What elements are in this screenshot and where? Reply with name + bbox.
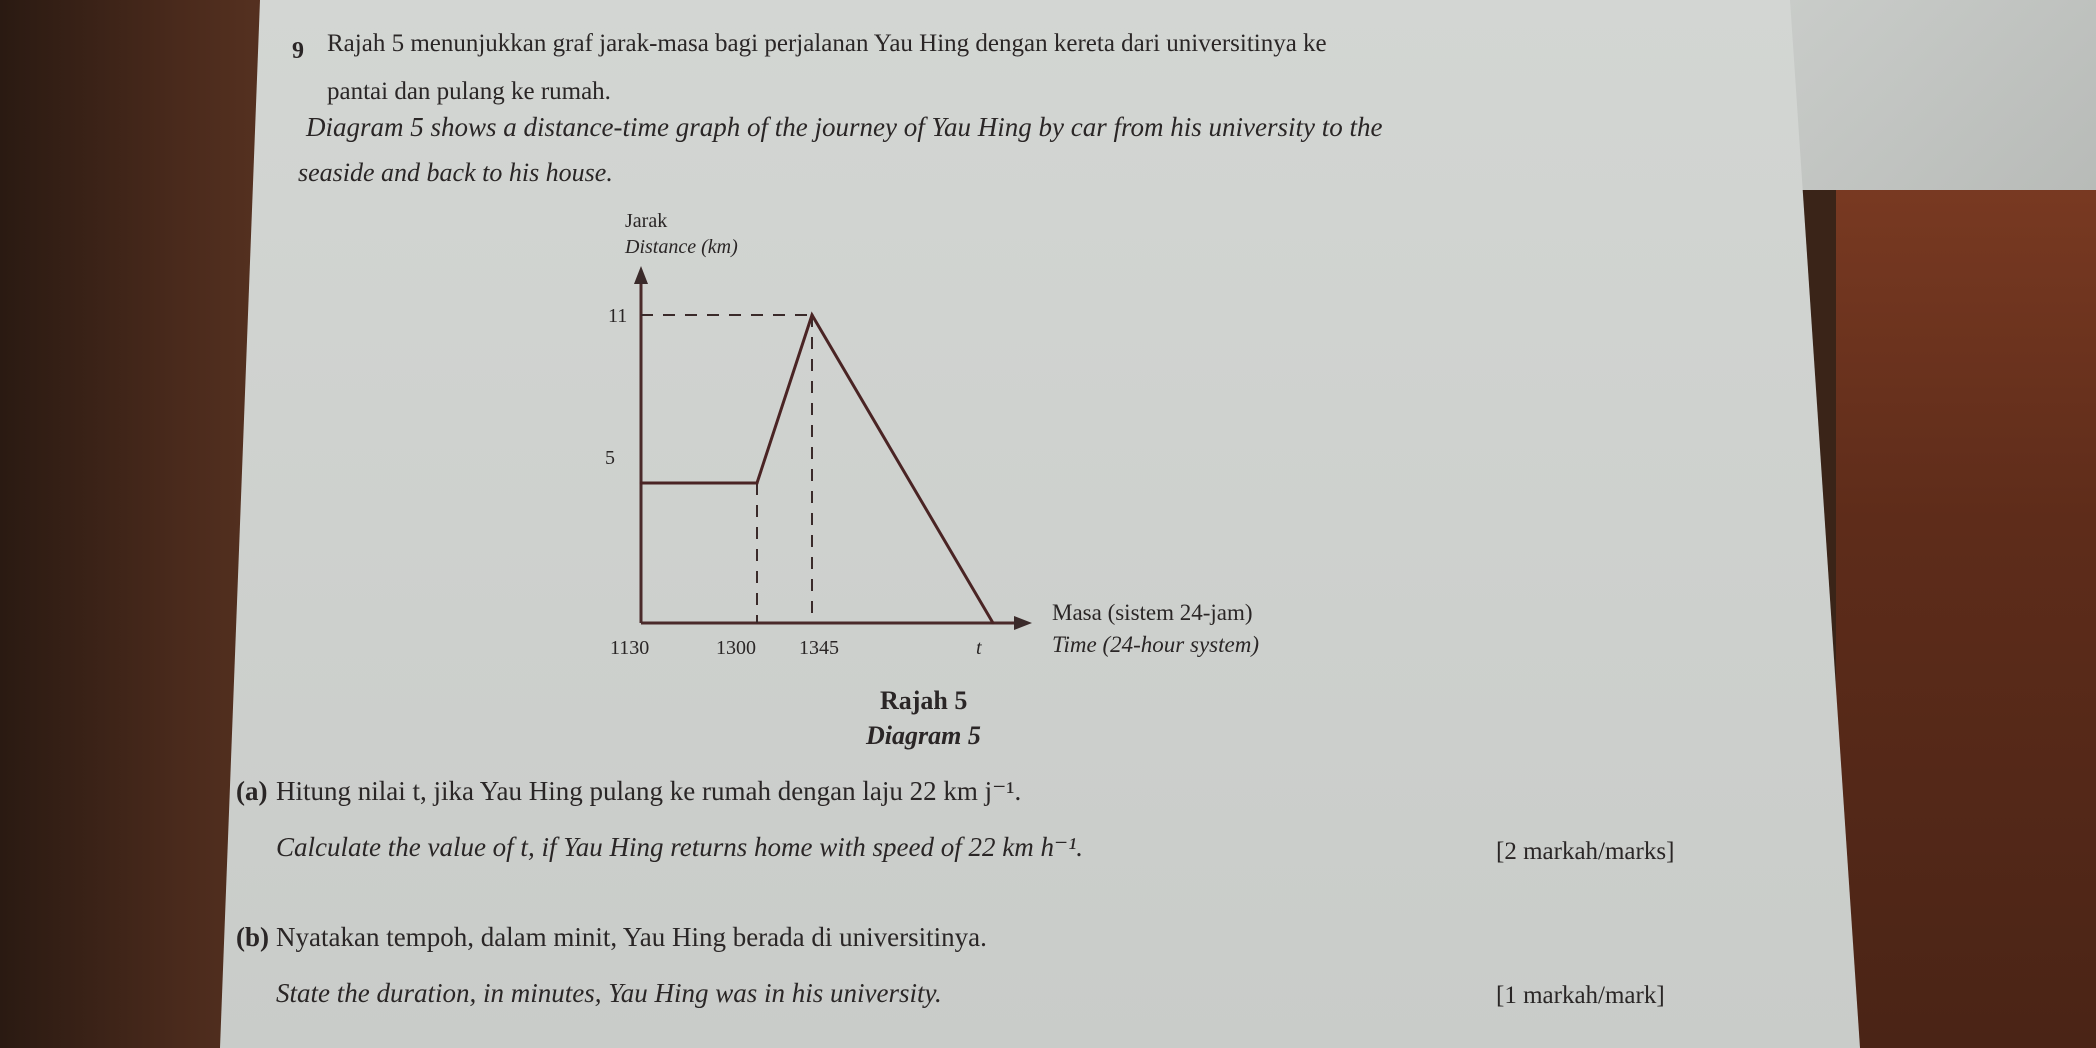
part-b-label: (b) xyxy=(236,922,269,952)
part-b-marks: [1 markah/mark] xyxy=(1496,982,1665,1009)
intro-malay-line-1: Rajah 5 menunjukkan graf jarak-masa bagi perjalanan Yau Hing dengan kereta dari universitinya ke xyxy=(327,30,1327,57)
intro-malay-line-2: pantai dan pulang ke rumah. xyxy=(327,78,611,105)
x-tick-label-t: t xyxy=(976,637,982,659)
intro-english-line-1: Diagram 5 shows a distance-time graph of the journey of Yau Hing by car from his university to the xyxy=(306,112,1383,142)
y-axis-label-english: Distance (km) xyxy=(625,236,738,258)
journey-point-1130 xyxy=(640,482,643,485)
question-number: 9 xyxy=(292,38,304,64)
x-axis-label-malay: Masa (sistem 24-jam) xyxy=(1052,600,1253,625)
part-a-text-malay: Hitung nilai t, jika Yau Hing pulang ke rumah dengan laju 22 km j⁻¹. xyxy=(276,776,1022,806)
x-tick-label-1345: 1345 xyxy=(799,637,839,659)
diagram-caption-malay: Rajah 5 xyxy=(880,686,968,715)
x-axis-arrow-icon xyxy=(1014,616,1032,630)
part-a-marks: [2 markah/marks] xyxy=(1496,838,1675,865)
part-a-label: (a) xyxy=(236,776,268,806)
journey-point-1300 xyxy=(756,482,759,485)
journey-line xyxy=(641,315,993,623)
journey-point-t xyxy=(992,622,995,625)
y-tick-label-5: 5 xyxy=(605,447,615,469)
x-tick-label-1130: 1130 xyxy=(610,637,650,659)
intro-english-line-2: seaside and back to his house. xyxy=(298,158,613,187)
y-axis-arrow-icon xyxy=(634,266,648,284)
part-b-text-malay: Nyatakan tempoh, dalam minit, Yau Hing berada di universitinya. xyxy=(276,922,987,952)
x-axis-label-english: Time (24-hour system) xyxy=(1052,632,1259,657)
part-a-text-english: Calculate the value of t, if Yau Hing returns home with speed of 22 km h⁻¹. xyxy=(276,832,1084,862)
y-axis-label-malay: Jarak xyxy=(625,210,668,232)
journey-point-1345 xyxy=(811,314,814,317)
diagram-caption-english: Diagram 5 xyxy=(866,721,981,750)
y-tick-label-11: 11 xyxy=(608,305,628,327)
x-tick-label-1300: 1300 xyxy=(716,637,756,659)
part-b-text-english: State the duration, in minutes, Yau Hing was in his university. xyxy=(276,978,942,1008)
